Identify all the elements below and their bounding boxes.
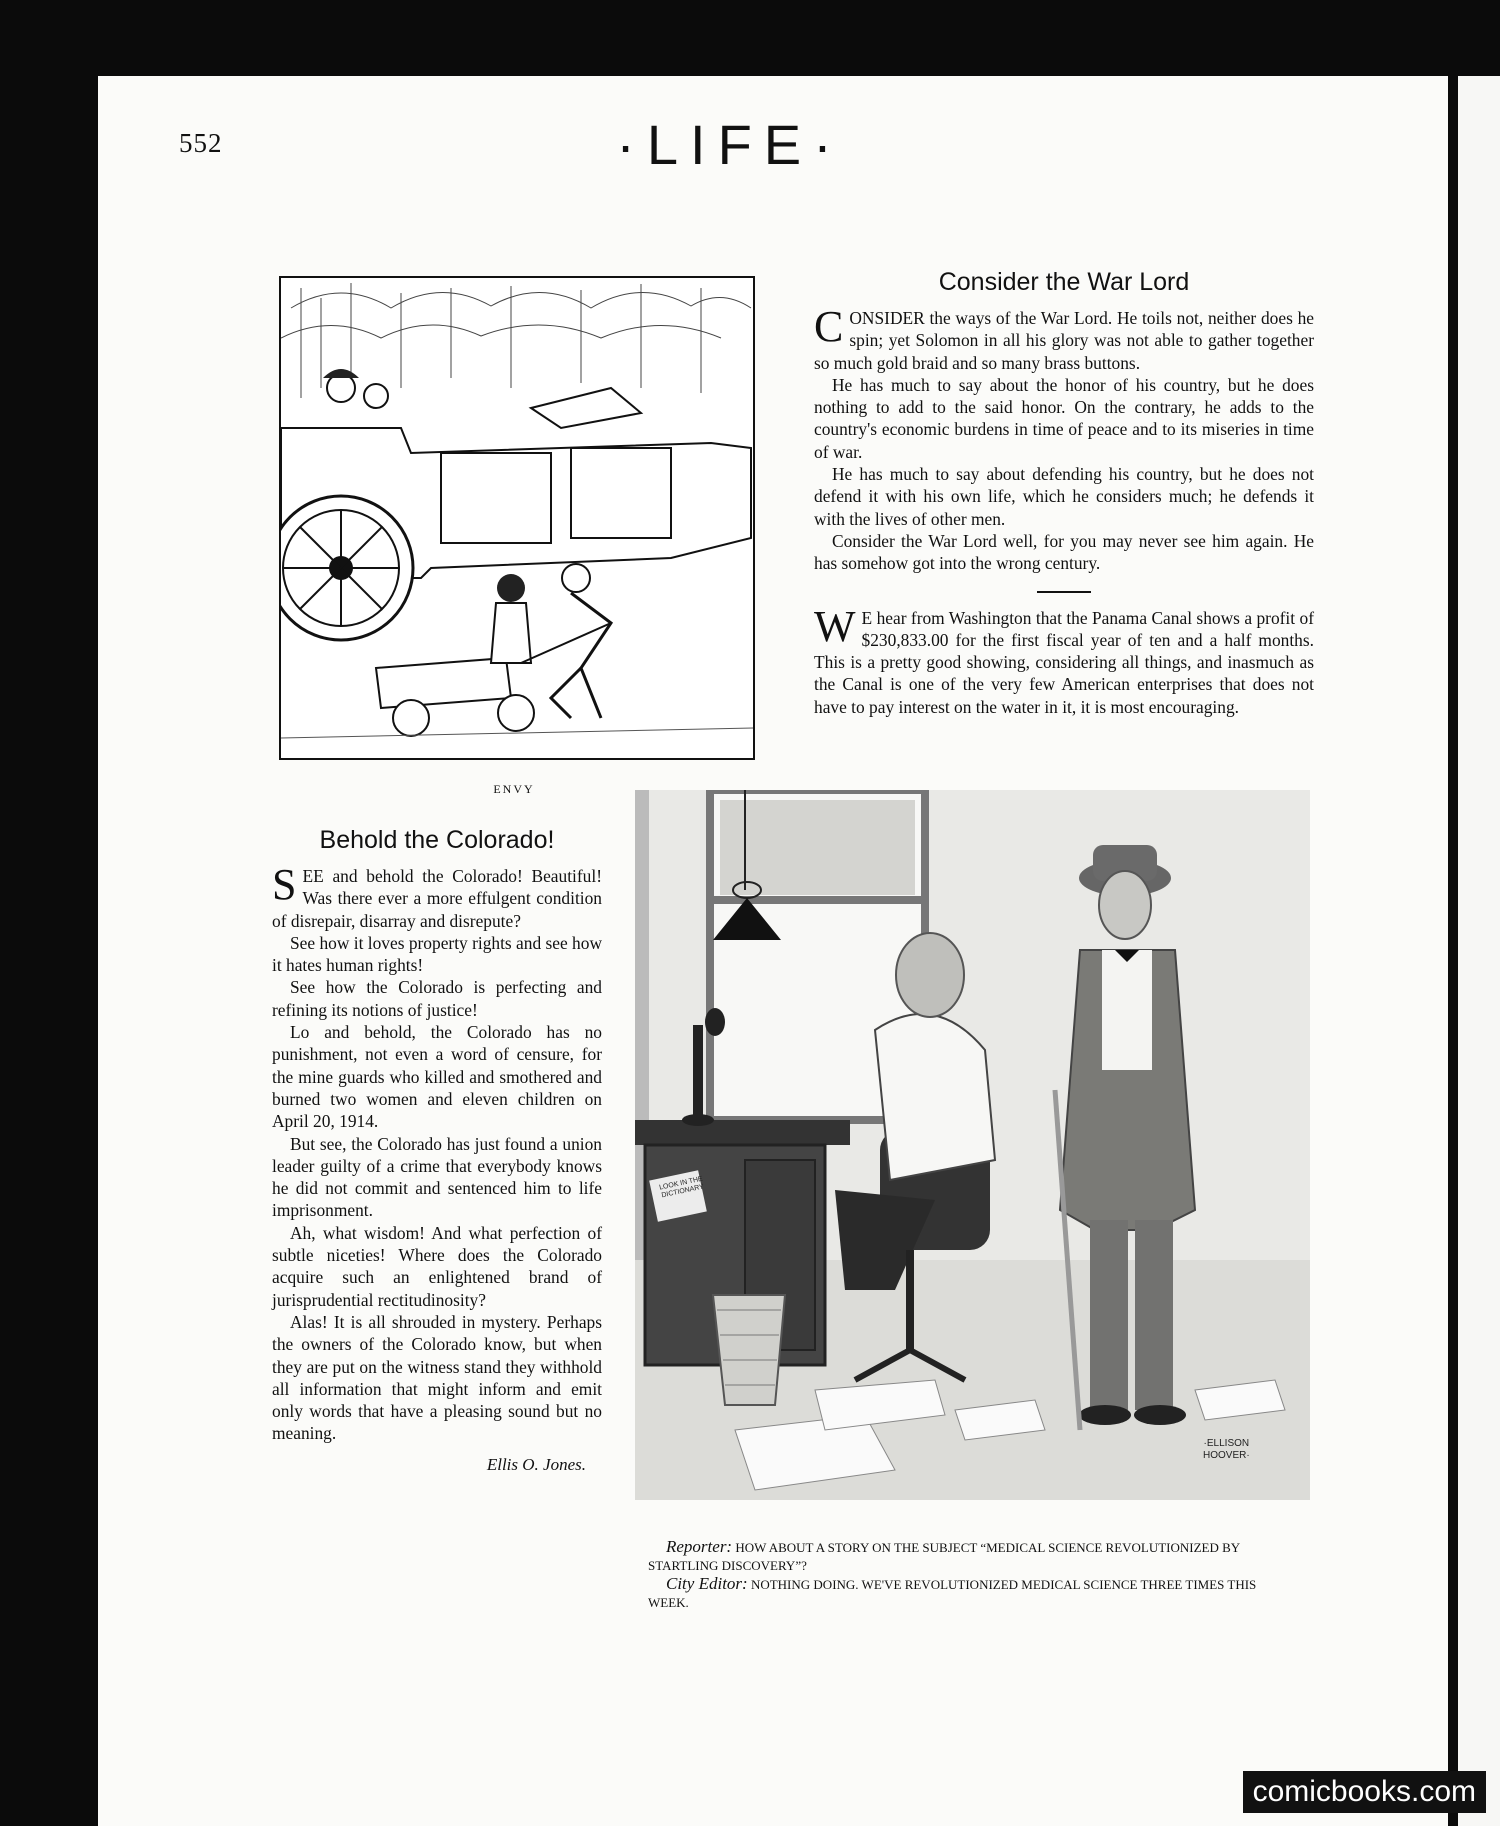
dictionary-sign: LOOK IN THE DICTIONARY [658, 1175, 705, 1200]
colorado-paragraph-6: Ah, what wisdom! And what perfection of subtle niceties! Where does the Colorado acquire such an enlightened brand of jurisprudential rectitudinosity? [272, 1222, 602, 1310]
panama-paragraph [814, 601, 1314, 718]
artist-signature-line-1: ·ELLISON [1203, 1438, 1250, 1449]
editor-cartoon [635, 790, 1310, 1500]
envy-cartoon-drawing [281, 278, 753, 758]
editor-label: City Editor: [666, 1574, 748, 1593]
editor-dialogue: NOTHING DOING. WE'VE REVOLUTIONIZED MEDICAL SCIENCE THREE TIMES THIS WEEK. [648, 1577, 1257, 1610]
site-watermark: comicbooks.com [1243, 1771, 1486, 1813]
editor-cartoon-drawing [635, 790, 1310, 1500]
magazine-title: ·LIFE· [616, 113, 844, 176]
colorado-paragraph-3: See how the Colorado is perfecting and refining its notions of justice! [272, 977, 602, 1020]
reporter-label: Reporter: [666, 1537, 733, 1556]
war-lord-paragraph-3: He has much to say about defending his country, but he does not defend it with his own life, which he considers much; he defends it with the lives of other men. [814, 464, 1314, 529]
panama-paragraph-text: E hear from Washington that the Panama Canal shows a profit of $230,833.00 for the first fiscal year of ten and a half months. This is a pretty good showing, considering all things, and inasmuch as the Canal is one of the very few American enterprises that does not have to pay interest on the water in it, it is most encouraging. [814, 607, 1314, 717]
war-lord-dropcap: C [814, 302, 844, 351]
colorado-paragraph-1-text: EE and behold the Colorado! Beautiful! Was there ever a more effulgent condition of disrepair, disarray and disrepute? [272, 866, 602, 931]
reporter-dialogue: HOW ABOUT A STORY ON THE SUBJECT “MEDICAL SCIENCE REVOLUTIONIZED BY STARTLING DISCOVERY”? [648, 1540, 1240, 1573]
section-divider [1037, 591, 1091, 593]
editor-cartoon-caption [648, 1538, 1280, 1612]
war-lord-paragraph-2: He has much to say about the honor of his country, but he does nothing to add to the said honor. On the contrary, he adds to the country's economic burdens in time of peace and to its miseries in time of war. [814, 374, 1314, 462]
artist-signature-line-2: HOOVER· [1203, 1450, 1250, 1461]
colorado-paragraph-4: Lo and behold, the Colorado has no punishment, not even a word of censure, for the mine guards who killed and smothered and burned two women and eleven children on April 20, 1914. [272, 1022, 602, 1132]
war-lord-article [814, 268, 1314, 718]
editor-caption-line [648, 1575, 1280, 1612]
page-number: 552 [179, 128, 223, 158]
author-signature: Ellis O. Jones. [486, 1454, 586, 1474]
war-lord-paragraph-4: Consider the War Lord well, for you may never see him again. He has somehow got into the wrong century. [814, 530, 1314, 574]
colorado-paragraph-2: See how it loves property rights and see how it hates human rights! [272, 932, 603, 976]
colorado-paragraph-7: Alas! It is all shrouded in mystery. Perhaps the owners of the Colorado know, but when they are put on the witness stand they withhold all information that might inform and emit only words that have a pleasing sound but no meaning. [272, 1311, 602, 1444]
artist-signature [1203, 1438, 1250, 1462]
colorado-paragraph-1 [272, 860, 602, 932]
reporter-caption-line [648, 1538, 1280, 1575]
envy-cartoon [279, 276, 755, 760]
panama-dropcap: W [814, 601, 856, 651]
facing-page-edge [1458, 76, 1500, 1826]
colorado-article [272, 826, 602, 1475]
war-lord-paragraph-1-text: ONSIDER the ways of the War Lord. He toils not, neither does he spin; yet Solomon in all his glory was not able to gather together so much gold braid and so many brass buttons. [814, 308, 1314, 373]
colorado-paragraph-5: But see, the Colorado has just found a union leader guilty of a crime that everybody knows he did not commit and sentenced him to life imprisonment. [272, 1133, 602, 1221]
colorado-dropcap: S [272, 860, 297, 909]
war-lord-title: Consider the War Lord [938, 268, 1190, 296]
war-lord-paragraph-1 [814, 302, 1314, 374]
envy-caption: ENVY [493, 782, 535, 796]
colorado-title: Behold the Colorado! [319, 826, 555, 854]
